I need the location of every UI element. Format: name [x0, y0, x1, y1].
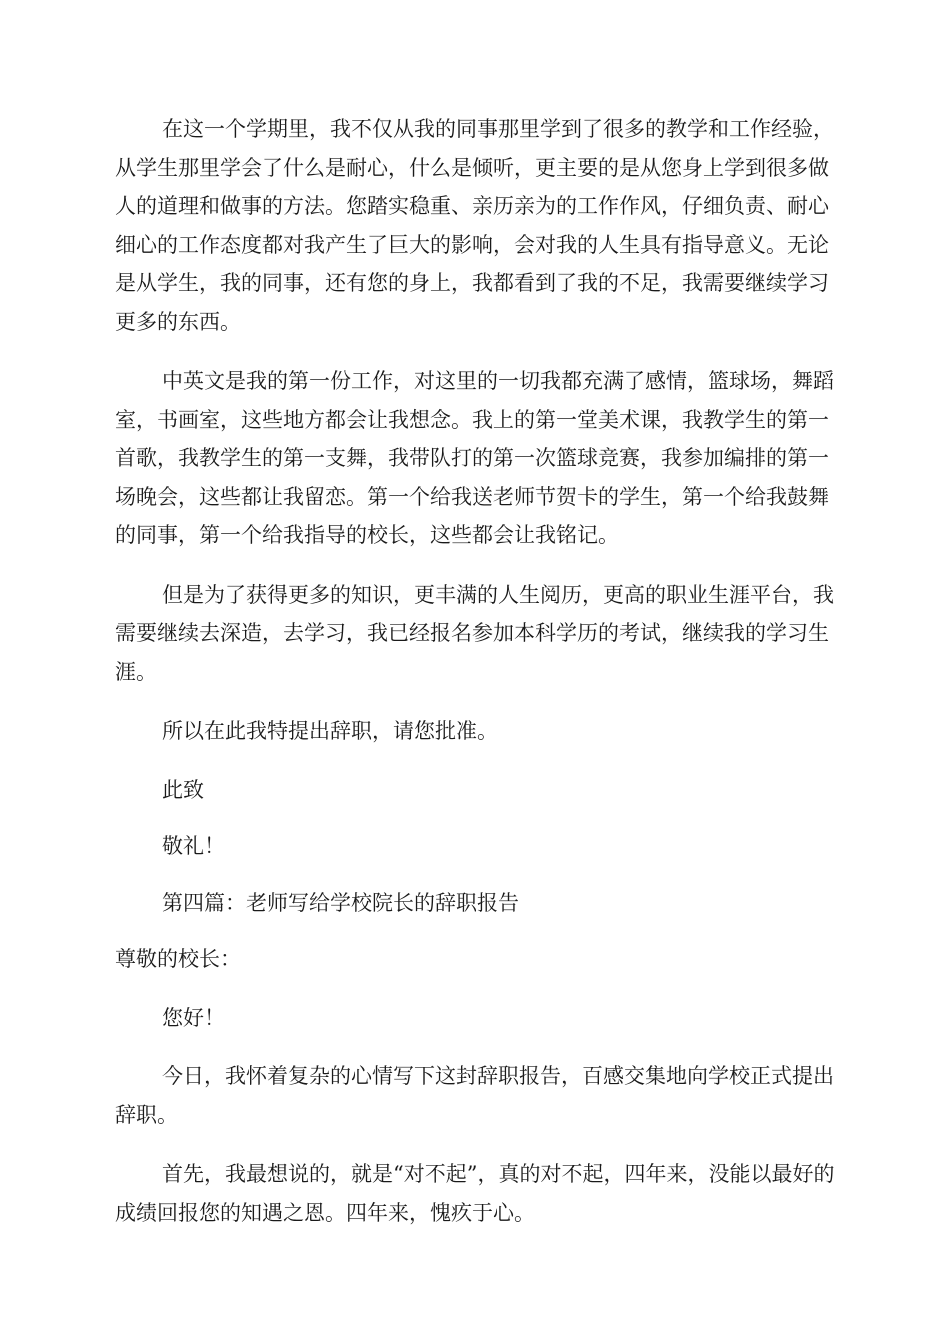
- paragraph-first-job: 中英文是我的第一份工作，对这里的一切我都充满了感情，篮球场，舞蹈室，书画室，这些地方都会让我想念。我上的第一堂美术课，我教学生的第一首歌，我教学生的第一支舞，我带队打的第一次篮球竞赛，我参加编排的第一场晚会，这些都让我留恋。第一个给我送老师节贺卡的学生，第一个给我鼓舞的同事，第一个给我指导的校长，这些都会让我铭记。: [115, 369, 834, 547]
- paragraph-apology: 首先，我最想说的，就是“对不起”，真的对不起，四年来，没能以最好的成绩回报您的知遇之恩。四年来，愧疚于心。: [115, 1162, 835, 1225]
- closing-regards: 敬礼！: [162, 834, 225, 858]
- paragraph-further-study: 但是为了获得更多的知识，更丰满的人生阅历，更高的职业生涯平台，我需要继续去深造，去学习，我已经报名参加本科学历的考试，继续我的学习生涯。: [115, 582, 834, 684]
- paragraph-today: 今日，我怀着复杂的心情写下这封辞职报告，百感交集地向学校正式提出辞职。: [115, 1064, 834, 1127]
- letter-greeting: 尊敬的校长：: [115, 947, 241, 971]
- document-body: [115, 110, 835, 1232]
- closing-salutation: 此致: [162, 777, 204, 802]
- section-title: 第四篇：老师写给学校院长的辞职报告: [162, 890, 519, 915]
- paragraph-resignation-request: 所以在此我特提出辞职，请您批准。: [162, 719, 498, 743]
- letter-hello: 您好！: [162, 1005, 225, 1030]
- paragraph-learning: 在这一个学期里，我不仅从我的同事那里学到了很多的教学和工作经验，从学生那里学会了什么是耐心，什么是倾听，更主要的是从您身上学到很多做人的道理和做事的方法。您踏实稳重、亲历亲为的工作作风，仔细负责、耐心细心的工作态度都对我产生了巨大的影响，会对我的人生具有指导意义。无论是从学生，我的同事，还有您的身上，我都看到了我的不足，我需要继续学习更多的东西。: [115, 117, 834, 334]
